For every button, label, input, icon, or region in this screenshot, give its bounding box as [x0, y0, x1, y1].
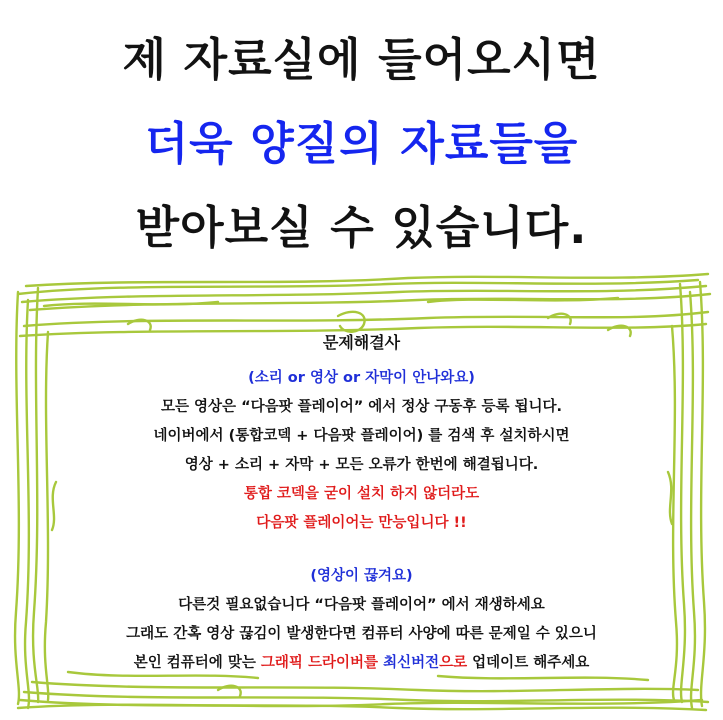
section2-heading: (영상이 끊겨요): [310, 568, 413, 584]
section1-warning-1: 통합 코덱을 굳이 설치 하지 않더라도: [243, 486, 480, 502]
content-block: [40, 330, 683, 678]
section1-heading: (소리 or 영상 or 자막이 안나와요): [248, 370, 475, 386]
section2-line-3-red1: 그래픽 드라이버를: [260, 655, 384, 671]
headline-line-2: 더욱 양질의 자료들을: [144, 117, 579, 170]
section2-line-3-red2: 으로: [439, 655, 473, 671]
headline-line-3: 받아보실 수 있습니다.: [135, 201, 588, 254]
section2-line-1: 다른것 필요없습니다 “다음팟 플레이어” 에서 재생하세요: [178, 597, 545, 613]
section1-line-2: 네이버에서 (통합코덱 + 다음팟 플레이어) 를 검색 후 설치하시면: [153, 428, 570, 444]
section2-line-3-blue: 최신버전: [383, 655, 440, 671]
section1-warning-2: 다음팟 플레이어는 만능입니다 !!: [256, 515, 467, 531]
section2-line-3: [40, 649, 683, 678]
section2-line-2: 그래도 간혹 영상 끊김이 발생한다면 컴퓨터 사양에 따른 문제일 수 있으니: [126, 626, 597, 642]
headline-block: [0, 18, 723, 270]
section-divider-space: [40, 538, 683, 562]
section2-line-3-part1: 본인 컴퓨터에 맞는: [133, 655, 261, 671]
section2-line-3-part2: 업데이트 해주세요: [472, 655, 590, 671]
content-title: 문제해결사: [322, 333, 401, 352]
headline-line-1: 제 자료실에 들어오시면: [122, 33, 601, 86]
section1-line-3: 영상 + 소리 + 자막 + 모든 오류가 한번에 해결됩니다.: [184, 457, 539, 473]
section1-line-1: 모든 영상은 “다음팟 플레이어” 에서 정상 구동후 등록 됩니다.: [160, 399, 563, 415]
